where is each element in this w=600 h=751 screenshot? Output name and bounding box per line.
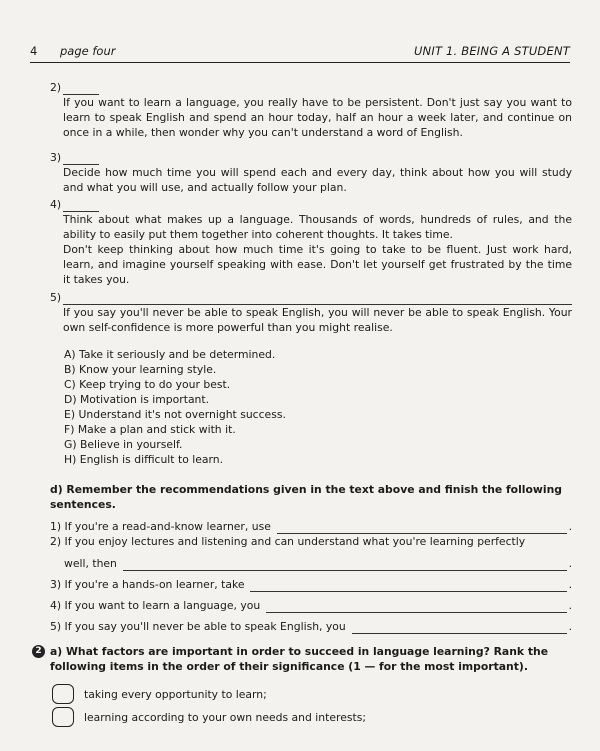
option-item: E) Understand it's not overnight success. bbox=[64, 408, 286, 421]
answer-line[interactable] bbox=[123, 560, 567, 571]
sentence-text: 5) If you say you'll never be able to speak English, you bbox=[50, 620, 346, 633]
sentence-end: . bbox=[568, 557, 572, 570]
sentence-text: 4) If you want to learn a language, you bbox=[50, 599, 261, 612]
option-item: G) Believe in yourself. bbox=[64, 438, 183, 451]
sentence-1 bbox=[50, 519, 572, 534]
sentence-text: 1) If you're a read-and-know learner, use bbox=[50, 520, 271, 533]
answer-blank[interactable] bbox=[63, 84, 99, 95]
rank-item bbox=[52, 707, 366, 727]
paragraph-number: 4) bbox=[50, 198, 62, 211]
option-item: A) Take it seriously and be determined. bbox=[64, 348, 276, 361]
rank-input-box[interactable] bbox=[52, 684, 74, 704]
option-item: F) Make a plan and stick with it. bbox=[64, 423, 236, 436]
answer-blank[interactable] bbox=[63, 154, 99, 165]
paragraph-text: If you want to learn a language, you really have to be persistent. Don't just say you want to learn to speak English and spend an hour today, half an hour a week later, and continue on once in a while, then wonder why you can't understand a word of English. bbox=[63, 96, 572, 139]
rank-item-label: learning according to your own needs and interests; bbox=[84, 710, 366, 724]
answer-line[interactable] bbox=[277, 523, 567, 534]
sentence-5 bbox=[50, 619, 572, 634]
rank-input-box[interactable] bbox=[52, 707, 74, 727]
sentence-2-cont bbox=[64, 556, 572, 571]
sentence-4 bbox=[50, 598, 572, 613]
header-divider bbox=[30, 62, 570, 63]
sentence-3 bbox=[50, 577, 572, 592]
paragraph-2 bbox=[50, 80, 572, 140]
paragraph-text: Don't keep thinking about how much time it's going to take to be fluent. Just work hard, learn, and imagine yourself speaking with ease. Don't let yourself get frustrated by the time it takes you. bbox=[63, 243, 572, 286]
paragraph-number: 3) bbox=[50, 151, 62, 164]
exercise-2-instruction: a) What factors are important in order to succeed in language learning? Rank the following items in the order of their significance (1 — for the most important). bbox=[50, 645, 549, 673]
sentence-end: . bbox=[568, 599, 572, 612]
rank-item bbox=[52, 684, 267, 704]
answer-blank[interactable] bbox=[63, 294, 572, 305]
sentence-end: . bbox=[568, 520, 572, 533]
option-item: C) Keep trying to do your best. bbox=[64, 378, 231, 391]
answer-line[interactable] bbox=[250, 581, 566, 592]
option-item: B) Know your learning style. bbox=[64, 363, 217, 376]
option-item: D) Motivation is important. bbox=[64, 393, 210, 406]
exercise-2 bbox=[32, 644, 574, 674]
paragraph-text: If you say you'll never be able to speak English, you will never be able to speak English. Your own self-confidence is more powerful than you might realise. bbox=[63, 306, 572, 334]
rank-item-label: taking every opportunity to learn; bbox=[84, 687, 267, 701]
paragraph-4 bbox=[50, 197, 572, 287]
answer-line[interactable] bbox=[352, 623, 567, 634]
sentence-2 bbox=[50, 534, 572, 549]
paragraph-number: 2) bbox=[50, 81, 62, 94]
paragraph-3 bbox=[50, 150, 572, 195]
exercise-number-badge: 2 bbox=[32, 645, 45, 658]
options-list bbox=[64, 347, 286, 467]
page-header bbox=[30, 44, 570, 60]
page-number: 4 bbox=[30, 44, 38, 58]
sentence-end: . bbox=[568, 620, 572, 633]
sentence-text: 3) If you're a hands-on learner, take bbox=[50, 578, 245, 591]
answer-line[interactable] bbox=[266, 602, 566, 613]
unit-title: UNIT 1. BEING A STUDENT bbox=[413, 44, 570, 58]
sentence-text: 2) If you enjoy lectures and listening and can understand what you're learning perfectly bbox=[50, 535, 526, 548]
paragraph-text: Think about what makes up a language. Thousands of words, hundreds of rules, and the ability to easily put them together into coherent thoughts. It takes time. bbox=[63, 213, 572, 241]
sentence-text: well, then bbox=[64, 557, 117, 570]
paragraph-5 bbox=[50, 290, 572, 335]
answer-blank[interactable] bbox=[63, 201, 99, 212]
paragraph-number: 5) bbox=[50, 291, 62, 304]
paragraph-text: Decide how much time you will spend each and every day, think about how you will study and what you will use, and actually follow your plan. bbox=[63, 166, 572, 194]
sentence-end: . bbox=[568, 578, 572, 591]
page-name: page four bbox=[60, 44, 116, 58]
section-d-instruction: d) Remember the recommendations given in the text above and finish the following sentences. bbox=[50, 483, 562, 511]
option-item: H) English is difficult to learn. bbox=[64, 453, 224, 466]
